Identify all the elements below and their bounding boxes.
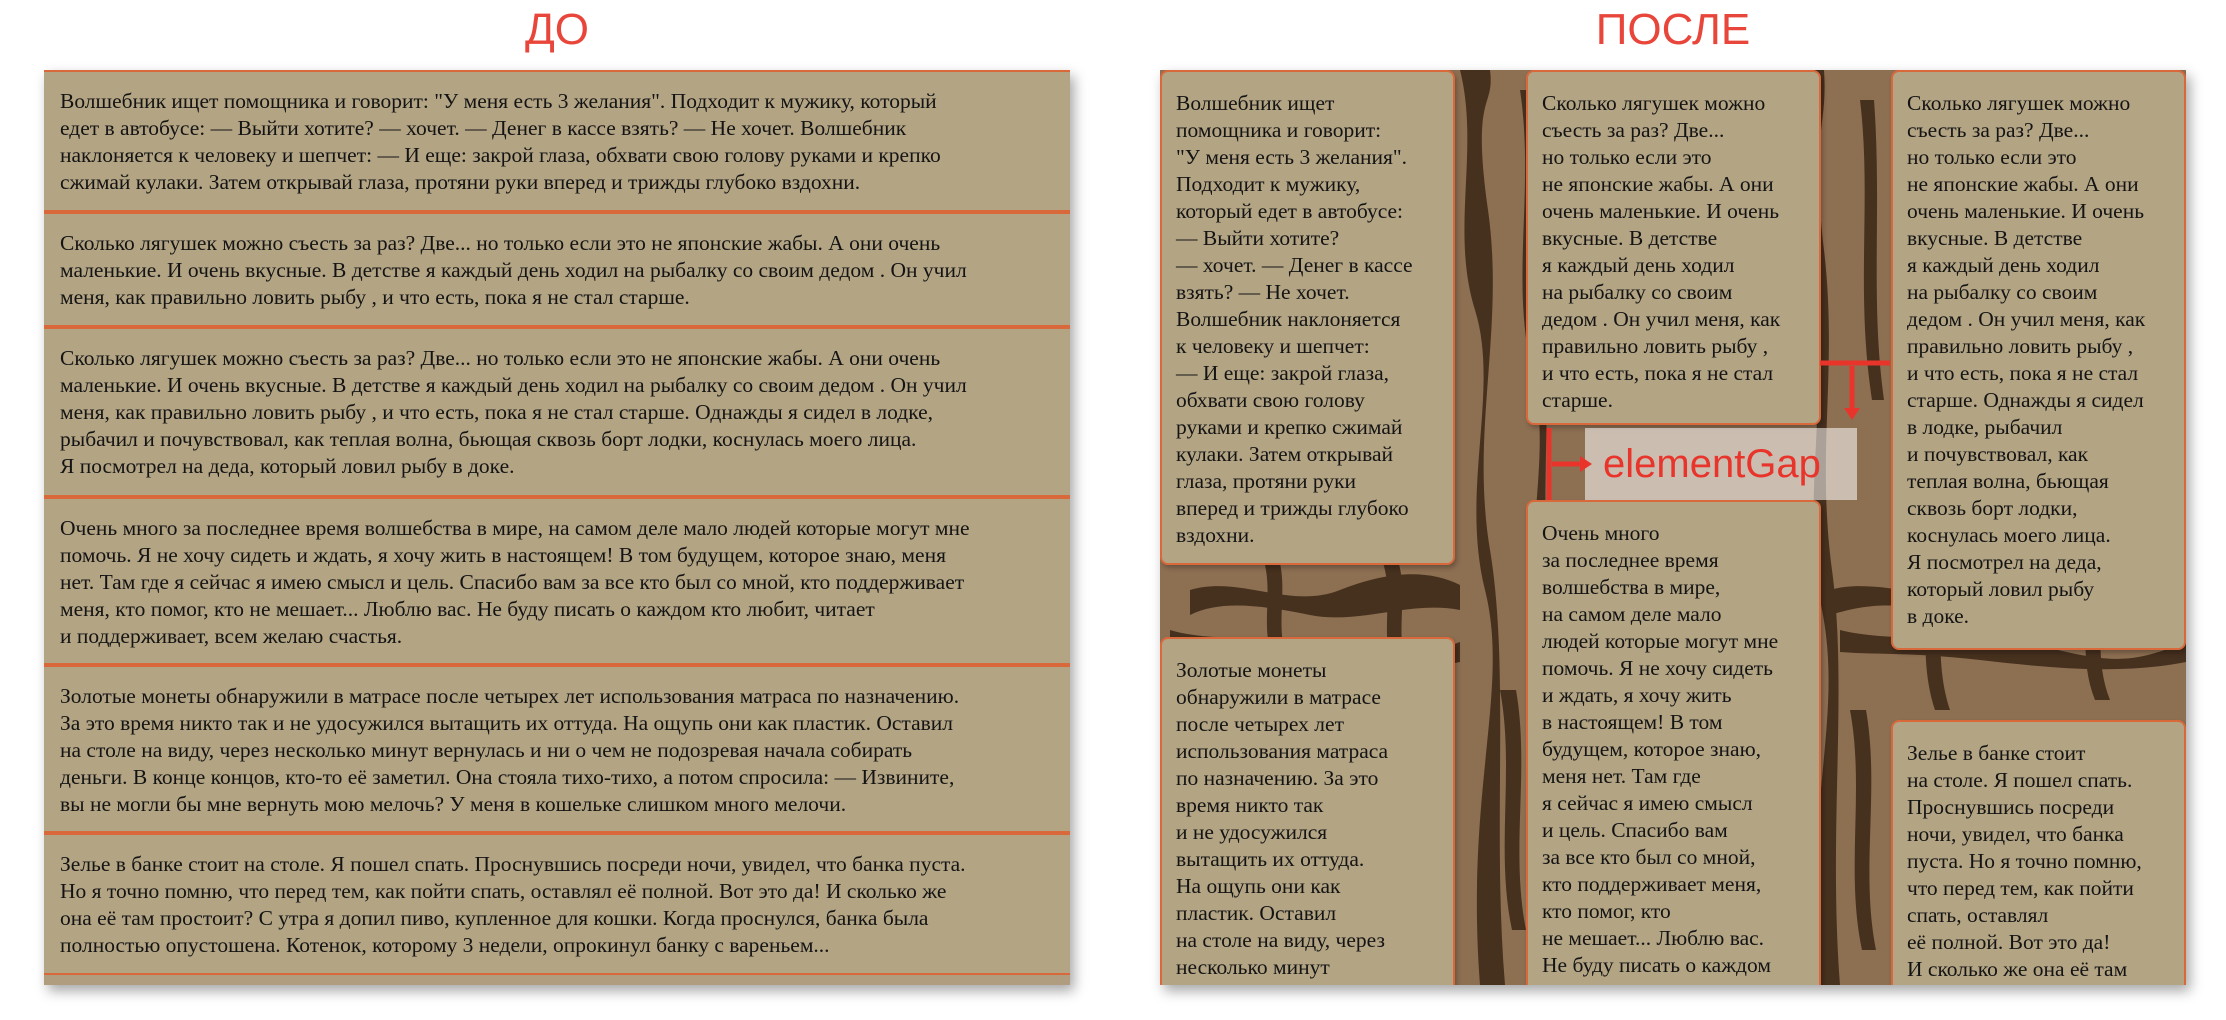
after-heading: ПОСЛЕ xyxy=(1595,5,1751,54)
list-card: Волшебник ищет помощника и говорит: "У меня есть 3 желания". Подходит к мужику, который едет в автобусе: — Выйти хотите? — хочет. — Денег в кассе взять? — Не хочет. Волшебник наклоняется к человеку и шепчет: — И еще: закрой глаза, обхвати свою голову руками и крепко сжимай кулаки. Затем открывай глаза, протяни руки вперед и трижды глубоко вздохни. xyxy=(44,70,1070,212)
list-card: Золотые монеты обнаружили в матрасе после четырех лет использования матраса по назначению. За это время никто так и не удосужился вытащить их оттуда. На ощупь они как пластик. Оставил на столе на виду, через несколько минут вернулась и ни о чем не подозревая начала собирать деньги. В конце концов, кто-то её заметил. Она стояла тихо-тихо, а потом спросила: — Извините, вы не могли бы мне вернуть мою мелочь? У меня в кошельке слишком много мелочи. xyxy=(44,665,1070,833)
list-card: Очень много за последнее время волшебства в мире, на самом деле мало людей которые могут мне помочь. Я не хочу сидеть и ждать, я хочу жить в настоящем! В том будущем, которое знаю, меня нет. Там где я сейчас я имею смысл и цель. Спасибо вам за все кто был со мной, кто поддерживает меня, кто помог, кто не мешает... Люблю вас. Не буду писать о каждом кто любит, читает и поддерживает, всем желаю счастья. xyxy=(44,497,1070,665)
masonry-tile: Сколько лягушек можно съесть за раз? Две... но только если это не японские жабы. А они очень маленькие. И очень вкусные. В детстве я каждый день ходил на рыбалку со своим дедом . Он учил меня, как правильно ловить рыбу , и что есть, пока я не стал старше. Однажды я сидел в лодке, рыбачил и почувствовал, как теплая волна, бьющая сквозь борт лодки, коснулась моего лица. Я посмотрел на деда, который ловил рыбу в доке. xyxy=(1891,70,2186,650)
list-card: Сколько лягушек можно съесть за раз? Две... но только если это не японские жабы. А они очень маленькие. И очень вкусные. В детстве я каждый день ходил на рыбалку со своим дедом . Он учил меня, как правильно ловить рыбу , и что есть, пока я не стал старше. Однажды я сидел в лодке, рыбачил и почувствовал, как теплая волна, бьющая сквозь борт лодки, коснулась моего лица. Я посмотрел на деда, который ловил рыбу в доке. xyxy=(44,327,1070,497)
masonry-tile: Золотые монеты обнаружили в матрасе после четырех лет использования матраса по назначению. За это время никто так и не удосужился вытащить их оттуда. На ощупь они как пластик. Оставил на столе на виду, через несколько минут xyxy=(1160,637,1455,985)
before-heading: ДО xyxy=(524,5,590,54)
element-gap-label: elementGap xyxy=(1603,442,1821,486)
vertical-gap-marker xyxy=(1820,363,1890,410)
arrow-down-icon xyxy=(1844,408,1860,420)
list-card: Сколько лягушек можно съесть за раз? Две... но только если это не японские жабы. А они очень маленькие. И очень вкусные. В детстве я каждый день ходил на рыбалку со своим дедом . Он учил меня, как правильно ловить рыбу , и что есть, пока я не стал старше. xyxy=(44,212,1070,327)
masonry-tile: Сколько лягушек можно съесть за раз? Две... но только если это не японские жабы. А они очень маленькие. И очень вкусные. В детстве я каждый день ходил на рыбалку со своим дедом . Он учил меня, как правильно ловить рыбу , и что есть, пока я не стал старше. xyxy=(1526,70,1821,425)
masonry-tile: Волшебник ищет помощника и говорит: "У меня есть 3 желания". Подходит к мужику, который едет в автобусе: — Выйти хотите? — хочет. — Денег в кассе взять? — Не хочет. Волшебник наклоняется к человеку и шепчет: — И еще: закрой глаза, обхвати свою голову руками и крепко сжимай кулаки. Затем открывай глаза, протяни руки вперед и трижды глубоко вздохни. xyxy=(1160,70,1455,565)
horizontal-gap-marker xyxy=(1549,428,1584,500)
masonry-tile: Очень много за последнее время волшебства в мире, на самом деле мало людей которые могут мне помочь. Я не хочу сидеть и ждать, я хочу жить в настоящем! В том будущем, которое знаю, меня нет. Там где я сейчас я имею смысл и цель. Спасибо вам за все кто был со мной, кто поддерживает меня, кто помог, кто не мешает... Люблю вас. Не буду писать о каждом xyxy=(1526,500,1821,985)
masonry-tile: Зелье в банке стоит на столе. Я пошел спать. Проснувшись посреди ночи, увидел, что банка пуста. Но я точно помню, что перед тем, как пойти спать, оставлял её полной. Вот это да! И сколько же она её там xyxy=(1891,720,2186,985)
list-card: Зелье в банке стоит на столе. Я пошел спать. Проснувшись посреди ночи, увидел, что банка пуста. Но я точно помню, что перед тем, как пойти спать, оставлял её полной. Вот это да! И сколько же она её там простоит? С утра я допил пиво, купленное для кошки. Когда проснулся, банка была полностью опустошена. Котенок, которому 3 недели, опрокинул банку с вареньем... xyxy=(44,833,1070,975)
